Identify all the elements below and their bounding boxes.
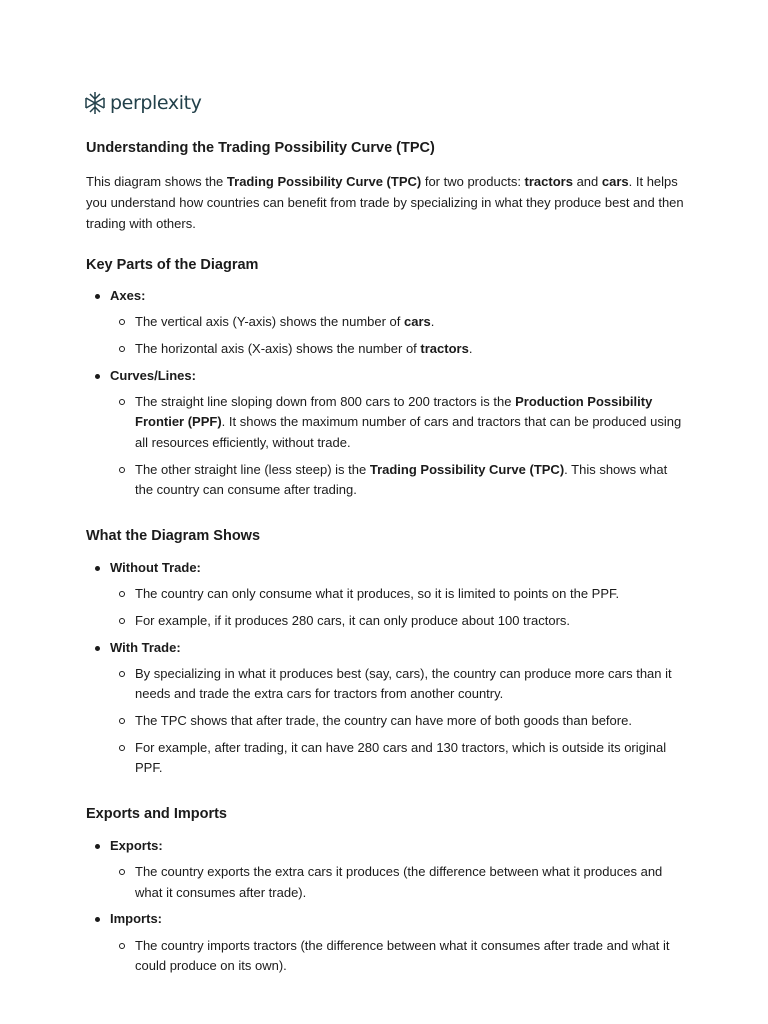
perplexity-logo (84, 89, 201, 117)
list-item: The country exports the extra cars it produces (the difference between what it produces and what it consumes after trade). (110, 862, 686, 903)
imports-label: Imports: (110, 911, 162, 927)
exports-label: Exports: (110, 838, 163, 853)
trade-list (86, 836, 686, 983)
list-item: The TPC shows that after trade, the country can have more of both goods than before. (110, 711, 686, 731)
list-item: The other straight line (less steep) is the Trading Possibility Curve (TPC). This shows what the country can consume after trading. (110, 460, 686, 501)
page-title: Understanding the Trading Possibility Curve (TPC) (86, 140, 435, 156)
list-item-curves (86, 366, 686, 500)
without-trade-label: Without Trade: (110, 560, 201, 575)
axes-label: Axes: (110, 288, 146, 303)
list-item: The country imports tractors (the difference between what it consumes after trade and what it could produce on its own). (110, 936, 686, 977)
section-heading-exports-imports: Exports and Imports (86, 806, 227, 822)
key-parts-list (86, 286, 686, 507)
list-item-imports (86, 909, 686, 976)
brand-name: perplexity (110, 92, 202, 114)
perplexity-logo-icon (84, 91, 106, 115)
intro-paragraph: This diagram shows the Trading Possibility Curve (TPC) for two products: tractors and cars. It helps you understand how countries can benefit from trade by specializing in what they produce best and then trading with others. (86, 174, 684, 231)
with-trade-label: With Trade: (110, 639, 181, 655)
list-item: For example, after trading, it can have 280 cars and 130 tractors, which is outside its original PPF. (110, 738, 686, 779)
section-heading-shows: What the Diagram Shows (86, 528, 261, 544)
list-item: The straight line sloping down from 800 cars to 200 tractors is the Production Possibility Frontier (PPF). It shows the maximum number of cars and tractors that can be produced using all resources efficiently, without trade. (110, 392, 686, 453)
shows-list (86, 558, 686, 785)
list-item: For example, if it produces 280 cars, it can only produce about 100 tractors. (110, 611, 686, 631)
list-item-exports (86, 836, 686, 903)
list-item-axes (86, 286, 686, 359)
curves-label: Curves/Lines: (110, 367, 196, 383)
list-item: By specializing in what it produces best (say, cars), the country can produce more cars than it needs and trade the extra cars for tractors from another country. (110, 664, 686, 705)
list-item-without-trade (86, 558, 686, 631)
list-item-with-trade (86, 638, 686, 779)
list-item: The country can only consume what it produces, so it is limited to points on the PPF. (110, 584, 686, 604)
list-item: The vertical axis (Y-axis) shows the number of cars. (110, 312, 686, 332)
section-heading-key-parts: Key Parts of the Diagram (86, 257, 259, 273)
list-item: The horizontal axis (X-axis) shows the number of tractors. (110, 339, 686, 359)
